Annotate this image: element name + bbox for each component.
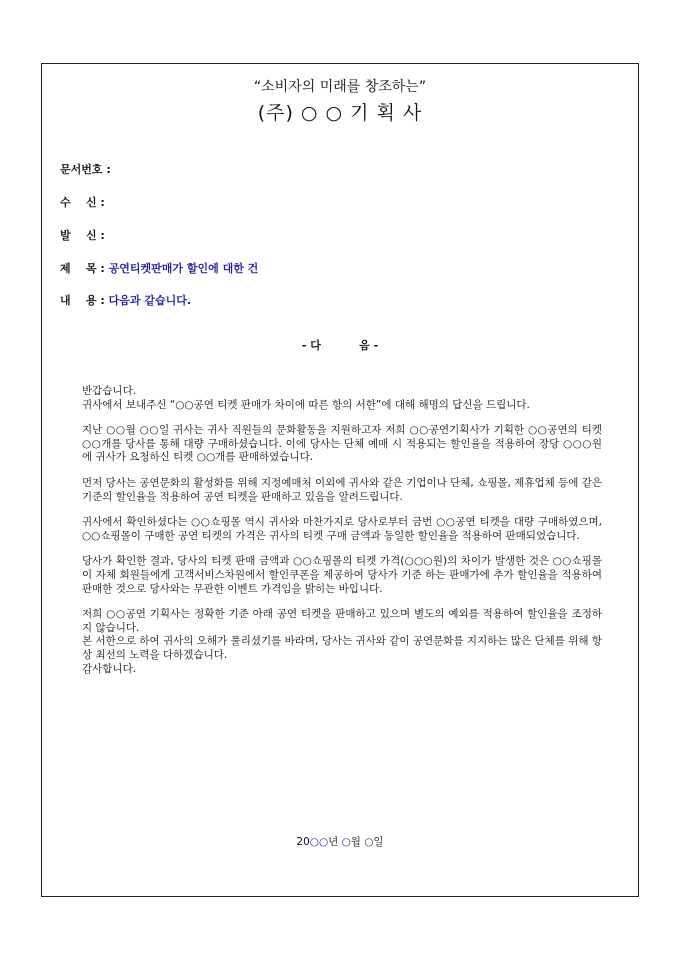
date-year-mark: ○○ — [309, 836, 329, 848]
company-name: (주) ○ ○ 기 획 사 — [257, 102, 423, 124]
letter-date — [0, 834, 680, 849]
sender-field — [60, 227, 105, 243]
thanks-line: 감사합니다. — [82, 662, 137, 675]
letter-body — [82, 385, 602, 676]
company-slogan: “소비자의 미래를 창조하는” — [253, 79, 427, 95]
date-prefix: 20 — [296, 836, 310, 848]
subject-value: 공연티켓판매가 할인에 대한 건 — [108, 262, 259, 275]
standard-paragraph: 저희 ○○공연 기획사는 정확한 기준 아래 공연 티켓을 판매하고 있으며 별도의 예외를 적용하여 할인율을 조정하지 않습니다. — [82, 608, 602, 634]
recipient-label: 수 신 : — [60, 196, 105, 209]
price-difference-paragraph: 당사가 확인한 결과, 당사의 티켓 판매 금액과 ○○쇼핑몰의 티켓 가격(○○○원)의 차이가 발생한 것은 ○○쇼핑몰이 자체 회원들에게 고객서비스차원에서 할인쿠폰을 제공하여 당사가 기준 하는 판매가에 추가 할인율을 적용하여 판매한 것으로 당사와는 무관한 이벤트 가격임을 밝히는 바입니다. — [82, 555, 602, 595]
content-label: 내 용 : — [60, 294, 105, 307]
doc-number-field — [60, 161, 111, 177]
purchase-paragraph: 지난 ○○월 ○○일 귀사는 귀사 직원들의 문화활동을 지원하고자 저희 ○○공연기획사가 기획한 ○○공연의 티켓 ○○개를 당사를 통해 대량 구매하셨습니다. 이에 당사는 단체 예매 시 적용되는 할인율을 적용하여 장당 ○○○원에 귀사가 요청하신 티켓 ○○개를 판매하였습니다. — [82, 424, 602, 464]
shopping-mall-paragraph: 귀사에서 확인하셨다는 ○○쇼핑몰 역시 귀사와 마찬가지로 당사로부터 금번 ○○공연 티켓을 대량 구매하였으며, ○○쇼핑몰이 구매한 공연 티켓의 가격은 귀사의 티켓 구매 금액과 동일한 할인율을 적용하여 판매되었습니다. — [82, 516, 602, 542]
subject-label: 제 목 : — [60, 262, 105, 275]
date-day-mark: ○ — [364, 836, 374, 848]
greeting: 반갑습니다. — [82, 385, 137, 397]
closing-paragraph: 본 서한으로 하여 귀사의 오해가 풀리셨기를 바라며, 당사는 귀사와 같이 공연문화를 지지하는 많은 단체를 위해 항상 최선의 노력을 다하겠습니다. — [82, 635, 602, 661]
date-month-suffix: 월 — [350, 836, 365, 848]
sender-label: 발 신 : — [60, 229, 105, 242]
recipient-field — [60, 194, 105, 210]
intro-paragraph: 귀사에서 보내주신 “○○공연 티켓 판매가 차이에 따른 항의 서한”에 대해 해명의 답신을 드립니다. — [82, 398, 530, 411]
date-month-mark: ○ — [341, 836, 351, 848]
date-day-suffix: 일 — [373, 836, 384, 848]
subject-field — [60, 260, 258, 276]
doc-number-label: 문서번호 : — [60, 163, 111, 176]
policy-paragraph: 먼저 당사는 공연문화의 활성화를 위해 지정예매처 이외에 귀사와 같은 기업이나 단체, 쇼핑몰, 제휴업체 등에 같은 기준의 할인율을 적용하여 공연 티켓을 판매하고 있음을 알려드립니다. — [82, 476, 602, 503]
section-heading: - 다 음 - — [301, 339, 379, 352]
content-field — [60, 292, 191, 308]
date-year-suffix: 년 — [328, 836, 342, 848]
content-value: 다음과 같습니다. — [108, 294, 192, 307]
